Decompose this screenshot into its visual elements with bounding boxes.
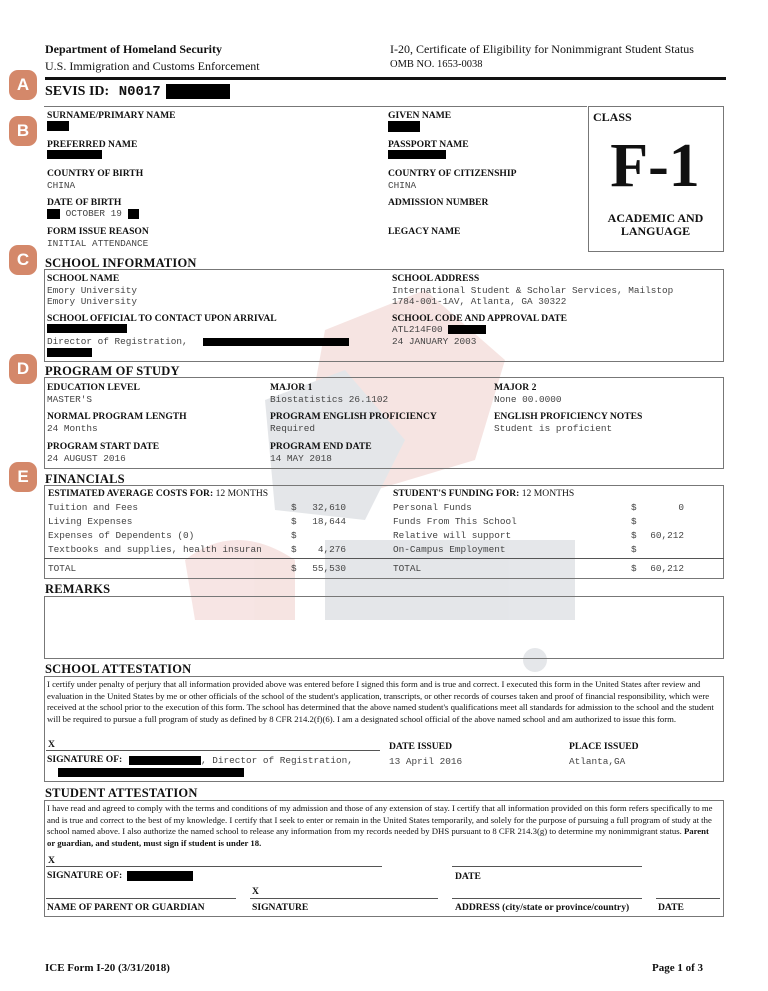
total-funding-label: TOTAL: [393, 563, 422, 574]
badge-e: E: [9, 462, 37, 492]
redaction: [448, 325, 486, 334]
cost-amount: 32,610: [312, 502, 346, 513]
remarks-box: [44, 596, 724, 659]
proficiency-notes-value: Student is proficient: [494, 423, 613, 434]
birth-country-value: CHINA: [47, 180, 76, 191]
cost-item: Expenses of Dependents (0): [48, 530, 195, 541]
parent-signature-label: SIGNATURE: [252, 902, 309, 913]
english-proficiency-label: PROGRAM ENGLISH PROFICIENCY: [270, 411, 437, 422]
parent-x-mark: X: [252, 886, 259, 897]
redaction: [47, 209, 60, 219]
cost-currency: $: [291, 544, 297, 555]
date-issued-value: 13 April 2016: [389, 756, 463, 767]
school-signature-label: SIGNATURE OF:: [47, 754, 123, 765]
financials-total-rule: [44, 558, 724, 559]
funding-currency: $: [631, 530, 637, 541]
redaction: [47, 348, 92, 357]
funding-amount: 60,212: [650, 530, 684, 541]
class-value: F-1: [610, 132, 700, 200]
school-address-label: SCHOOL ADDRESS: [392, 273, 480, 284]
school-code-row: [392, 324, 486, 335]
redaction: [58, 768, 244, 777]
badge-b: B: [9, 116, 37, 146]
major1-value: Biostatistics 26.1102: [270, 394, 389, 405]
surname-label: SURNAME/PRIMARY NAME: [47, 110, 176, 121]
student-attestation-title: STUDENT ATTESTATION: [45, 786, 198, 800]
parent-address-line: [452, 898, 642, 899]
sevis-id: [45, 84, 230, 100]
funding-item: Funds From This School: [393, 516, 517, 527]
funding-currency: $: [631, 544, 637, 555]
school-signer-title: , Director of Registration,: [201, 755, 353, 766]
cost-amount: 4,276: [317, 544, 346, 555]
school-attestation-title: SCHOOL ATTESTATION: [45, 662, 192, 676]
badge-d: D: [9, 354, 37, 384]
cost-item: Living Expenses: [48, 516, 133, 527]
education-level-label: EDUCATION LEVEL: [47, 382, 140, 393]
funding-currency: $: [631, 516, 637, 527]
total-cost-row: [48, 563, 348, 575]
class-label: CLASS: [593, 110, 632, 124]
funding-amount: 0: [678, 502, 684, 513]
school-official-title: Director of Registration,: [47, 336, 188, 347]
end-date-value: 14 MAY 2018: [270, 453, 332, 464]
issue-reason-label: FORM ISSUE REASON: [47, 226, 149, 237]
student-signature-line: [46, 866, 382, 867]
dob-label: DATE OF BIRTH: [47, 197, 122, 208]
header-agency: U.S. Immigration and Customs Enforcement: [45, 59, 260, 73]
start-date-value: 24 AUGUST 2016: [47, 453, 126, 464]
major2-label: MAJOR 2: [494, 382, 537, 393]
remarks-title: REMARKS: [45, 582, 111, 596]
total-cost-currency: $: [291, 563, 297, 574]
redaction: [388, 121, 420, 132]
redaction: [47, 150, 102, 159]
header-form-title: I-20, Certificate of Eligibility for Nonimmigrant Student Status: [390, 42, 694, 56]
sevis-label: SEVIS ID:: [45, 84, 110, 99]
student-attestation-body: I have read and agreed to comply with the terms and conditions of my admission and those of any extension of stay. I certify that all information provided on this form refers specifically to me and is true and correct to the best of my knowledge. I certify that I seek to enter or remain in the United States temporarily, and solely for the purpose of pursuing a full program of study at the school named above. I also authorize the named school to release any information from my records needed by DHS pursuant to 8 CFR 214.3(g) to determine my nonimmigrant status.: [47, 803, 713, 837]
school-code-value: ATL214F00: [392, 324, 443, 335]
redaction: [47, 324, 127, 333]
header-dept: Department of Homeland Security: [45, 42, 222, 56]
issue-reason-value: INITIAL ATTENDANCE: [47, 238, 149, 249]
redaction: [388, 150, 446, 159]
program-length-label: NORMAL PROGRAM LENGTH: [47, 411, 187, 422]
cost-row: [48, 502, 348, 514]
funding-item: On-Campus Employment: [393, 544, 506, 555]
financials-title: FINANCIALS: [45, 472, 125, 486]
cost-currency: $: [291, 516, 297, 527]
parent-date-line: [656, 898, 720, 899]
program-length-value: 24 Months: [47, 423, 98, 434]
student-date-line: [452, 866, 642, 867]
legacy-name-label: LEGACY NAME: [388, 226, 461, 237]
total-cost-amount: 55,530: [312, 563, 346, 574]
program-box: [44, 377, 724, 469]
badge-a: A: [9, 70, 37, 100]
parent-name-label: NAME OF PARENT OR GUARDIAN: [47, 902, 205, 913]
class-description: ACADEMIC AND LANGUAGE: [607, 211, 704, 238]
major1-label: MAJOR 1: [270, 382, 313, 393]
costs-period: 12 MONTHS: [215, 488, 269, 499]
redaction: [129, 756, 201, 765]
redaction: [128, 209, 139, 219]
header-rule: [45, 77, 726, 80]
birth-country-label: COUNTRY OF BIRTH: [47, 168, 144, 179]
citizenship-value: CHINA: [388, 180, 417, 191]
parent-address-label: ADDRESS (city/state or province/country): [455, 902, 630, 913]
given-name-label: GIVEN NAME: [388, 110, 452, 121]
cost-row: [48, 530, 348, 542]
sevis-value: N0017: [118, 84, 161, 100]
preferred-name-label: PREFERRED NAME: [47, 139, 138, 150]
school-attestation-text: I certify under penalty of perjury that all information provided above was entered before I signed this form and is true and correct. I executed this form in the United States after review and evaluation in the United States by me or other officials of the school of the student's application, transcripts, or other records of courses taken and proof of financial responsibility, which were received at the school prior to the execution of this form. The school has determined that the above named student's qualifications meet all standards for admission to the school and the student will be required to pursue a full program of study as defined by 8 CFR 214.2(f)(6). I am a designated school official of the above named school and am authorized to issue this form.: [47, 679, 714, 724]
passport-name-label: PASSPORT NAME: [388, 139, 469, 150]
program-title: PROGRAM OF STUDY: [45, 364, 180, 378]
redaction: [166, 84, 230, 99]
admission-number-label: ADMISSION NUMBER: [388, 197, 489, 208]
school-address-1: International Student & Scholar Services, Mailstop: [392, 285, 674, 296]
total-funding-row: [393, 563, 693, 575]
school-name-2: Emory University: [47, 296, 138, 307]
badge-c: C: [9, 245, 37, 275]
cost-currency: $: [291, 502, 297, 513]
funding-item: Relative will support: [393, 530, 512, 541]
place-issued-label: PLACE ISSUED: [569, 741, 639, 752]
redaction: [127, 871, 193, 881]
costs-label: ESTIMATED AVERAGE COSTS FOR:: [48, 488, 214, 499]
major2-value: None 00.0000: [494, 394, 562, 405]
total-cost-label: TOTAL: [48, 563, 77, 574]
student-signature-label: SIGNATURE OF:: [47, 870, 123, 881]
parent-date-label: DATE: [658, 902, 684, 913]
school-official-row: [47, 336, 349, 347]
funding-currency: $: [631, 502, 637, 513]
school-x-mark: X: [48, 739, 55, 750]
citizenship-label: COUNTRY OF CITIZENSHIP: [388, 168, 517, 179]
school-address-2: 1784-001-1AV, Atlanta, GA 30322: [392, 296, 567, 307]
place-issued-value: Atlanta,GA: [569, 756, 626, 767]
cost-currency: $: [291, 530, 297, 541]
redaction: [47, 121, 69, 131]
total-funding-currency: $: [631, 563, 637, 574]
costs-heading: [48, 488, 268, 499]
school-signature-line: [46, 750, 380, 751]
funding-row: [393, 530, 693, 542]
funding-row: [393, 516, 693, 528]
date-issued-label: DATE ISSUED: [389, 741, 453, 752]
english-proficiency-value: Required: [270, 423, 316, 434]
funding-label: STUDENT'S FUNDING FOR:: [393, 488, 520, 499]
total-funding-amount: 60,212: [650, 563, 684, 574]
dob-value: OCTOBER 19: [65, 208, 122, 219]
dob-row: [47, 208, 139, 219]
redaction: [203, 338, 349, 346]
cost-row: [48, 544, 348, 556]
cost-amount: 18,644: [312, 516, 346, 527]
approval-date-value: 24 JANUARY 2003: [392, 336, 477, 347]
parent-name-line: [46, 898, 236, 899]
cost-item: Textbooks and supplies, health insuran: [48, 544, 262, 555]
student-x-mark: X: [48, 855, 55, 866]
header-omb: OMB NO. 1653-0038: [390, 59, 483, 70]
school-name-label: SCHOOL NAME: [47, 273, 120, 284]
footer-page-number: Page 1 of 3: [652, 962, 704, 974]
education-level-value: MASTER'S: [47, 394, 93, 405]
cost-row: [48, 516, 348, 528]
student-attestation-bold: Parent or guardian, and student, must sign if student is under 18.: [47, 826, 709, 848]
school-name-1: Emory University: [47, 285, 138, 296]
end-date-label: PROGRAM END DATE: [270, 441, 372, 452]
school-info-title: SCHOOL INFORMATION: [45, 256, 197, 270]
cost-item: Tuition and Fees: [48, 502, 139, 513]
student-date-label: DATE: [455, 871, 481, 882]
footer-form-id: ICE Form I-20 (3/31/2018): [45, 962, 170, 974]
funding-item: Personal Funds: [393, 502, 472, 513]
school-official-label: SCHOOL OFFICIAL TO CONTACT UPON ARRIVAL: [47, 313, 277, 324]
proficiency-notes-label: ENGLISH PROFICIENCY NOTES: [494, 411, 643, 422]
student-attestation-text: [47, 803, 719, 849]
parent-signature-line: [250, 898, 438, 899]
funding-row: [393, 502, 693, 514]
school-code-label: SCHOOL CODE AND APPROVAL DATE: [392, 313, 568, 324]
funding-heading: [393, 488, 574, 499]
start-date-label: PROGRAM START DATE: [47, 441, 160, 452]
funding-row: [393, 544, 693, 556]
funding-period: 12 MONTHS: [521, 488, 575, 499]
